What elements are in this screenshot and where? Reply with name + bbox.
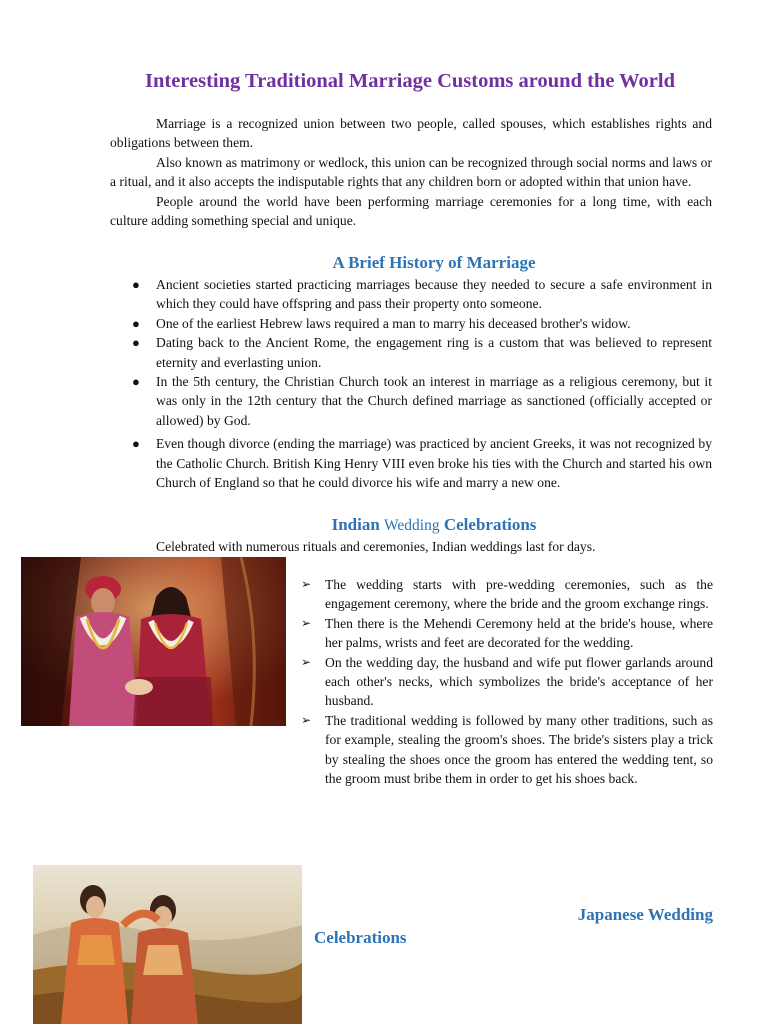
- intro-paragraph: Marriage is a recognized union between two people, called spouses, which establishes rights and obligations between them.: [110, 116, 712, 151]
- indian-heading: Indian Wedding Celebrations: [331, 515, 537, 534]
- intro-section: [110, 114, 712, 230]
- list-item: ➢ On the wedding day, the husband and wife put flower garlands around each other's necks, which symbolizes the bride's acceptance of her husband.: [301, 654, 713, 709]
- history-heading: A Brief History of Marriage: [332, 253, 536, 272]
- list-item: ● In the 5th century, the Christian Church took an interest in marriage as a religious ceremony, but it was only in the 12th century that the Church defined marriage as sanctioned (officially accepted or allowed) by God.: [132, 374, 712, 428]
- list-item: ➢ Then there is the Mehendi Ceremony held at the bride's house, where her palms, wrists and feet are decorated for the wedding.: [301, 615, 713, 651]
- arrow-bullet-icon: ➢: [301, 654, 312, 669]
- indian-wedding-photo: [21, 557, 286, 726]
- list-item: ● Even though divorce (ending the marriage) was practiced by ancient Greeks, it was not recognized by the Catholic Church. British King Henry VIII even broke his ties with the Church and started his own Church of England so that he could divorce his wife and marry a new one.: [132, 436, 712, 491]
- bullet-icon: ●: [132, 436, 140, 452]
- japanese-heading: Japanese Wedding: [577, 905, 713, 924]
- list-item: ➢ The traditional wedding is followed by many other traditions, such as for example, stealing the groom's shoes. The bride's sisters play a trick by stealing the shoes once the groom has entered the wedding tent, so the groom must bribe them in order to get his shoes back.: [301, 712, 713, 787]
- history-list: [110, 275, 712, 492]
- intro-paragraph: People around the world have been performing marriage ceremonies for a long time, with each culture adding something special and unique.: [110, 193, 712, 229]
- intro-paragraph: Also known as matrimony or wedlock, this union can be recognized through social norms and laws or a ritual, and it also accepts the indisputable rights that any children born or adopted within that union have.: [110, 154, 712, 190]
- arrow-bullet-icon: ➢: [301, 615, 312, 630]
- list-item: ➢ The wedding starts with pre-wedding ceremonies, such as the engagement ceremony, where the bride and the groom exchange rings.: [301, 577, 713, 612]
- japanese-heading-continued: Celebrations: [314, 928, 407, 947]
- bullet-icon: ●: [132, 277, 140, 292]
- indian-intro: Celebrated with numerous rituals and ceremonies, Indian weddings last for days.: [156, 539, 596, 554]
- bullet-icon: ●: [132, 374, 140, 390]
- list-item: ● Ancient societies started practicing marriages because they needed to secure a safe environment in which they could have offspring and pass their property onto someone.: [132, 277, 712, 312]
- page-title: Interesting Traditional Marriage Customs around the World: [145, 70, 675, 92]
- list-item: ● One of the earliest Hebrew laws required a man to marry his deceased brother's widow.: [110, 314, 712, 333]
- japanese-wedding-photo: [33, 865, 302, 1024]
- list-item: ● Dating back to the Ancient Rome, the engagement ring is a custom that was believed to represent eternity and everlasting union.: [132, 335, 712, 370]
- arrow-bullet-icon: ➢: [301, 577, 312, 591]
- bullet-icon: ●: [132, 335, 140, 351]
- arrow-bullet-icon: ➢: [301, 712, 312, 727]
- bullet-icon: ●: [132, 315, 140, 331]
- indian-wedding-list: [300, 575, 713, 788]
